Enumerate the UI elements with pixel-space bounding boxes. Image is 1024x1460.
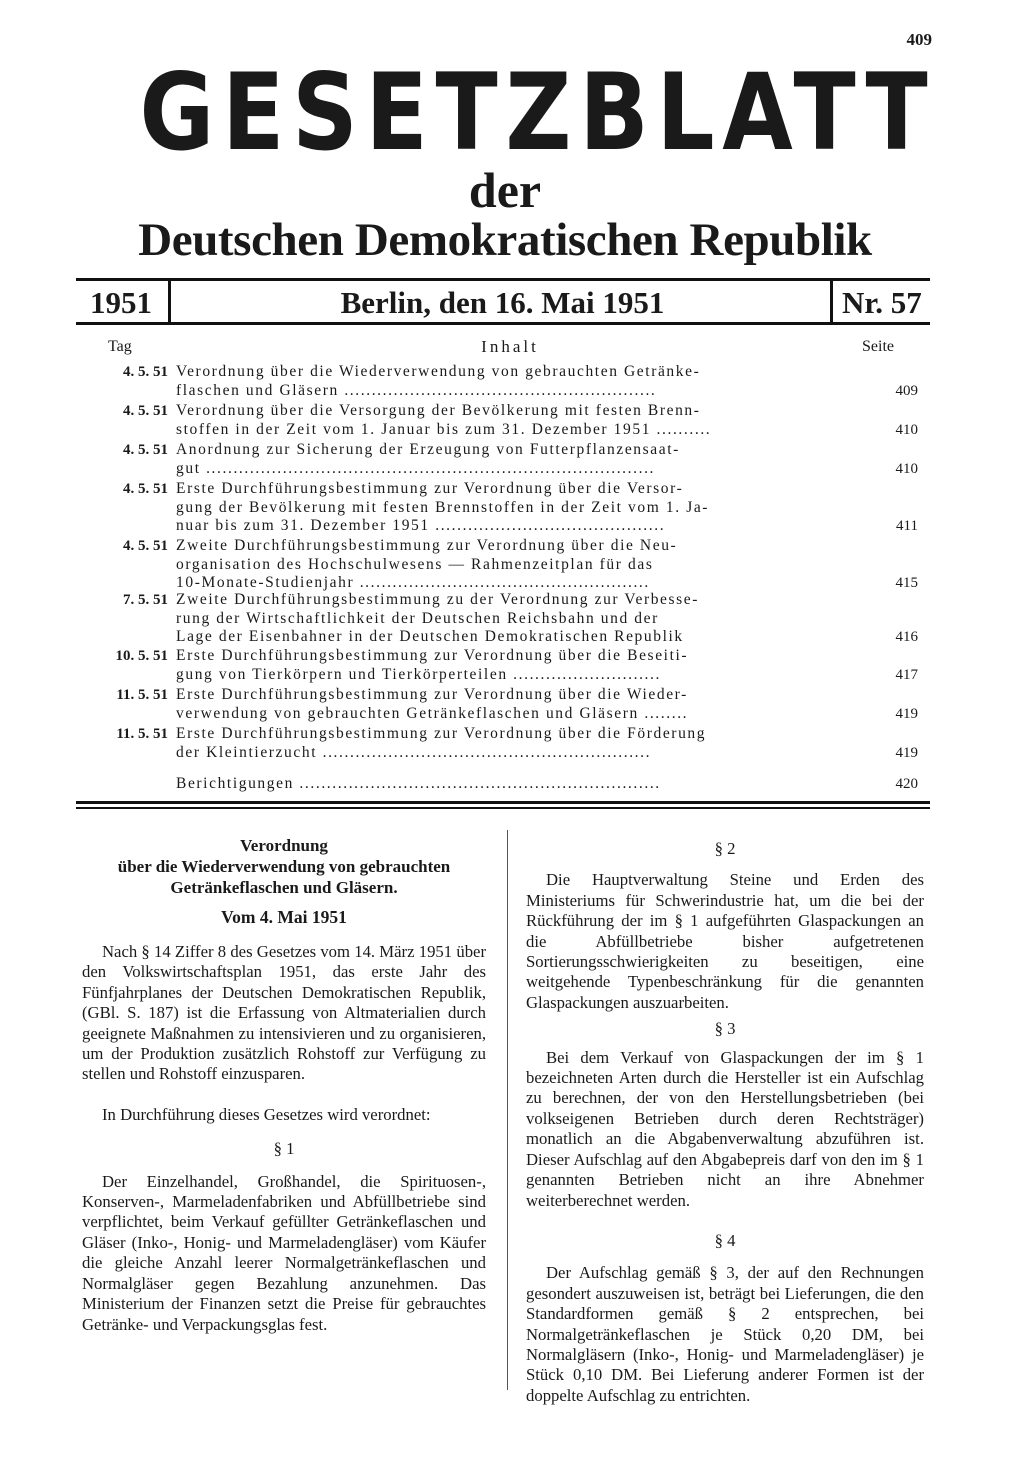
toc-entry-page: 415 bbox=[895, 575, 918, 591]
ordinance-date: Vom 4. Mai 1951 bbox=[221, 907, 347, 927]
section-4-heading: § 4 bbox=[714, 1230, 736, 1250]
toc-rule-top bbox=[76, 801, 930, 804]
toc-col-day: Tag bbox=[108, 338, 132, 355]
toc-entry-page: 417 bbox=[895, 667, 918, 683]
toc-entry-date: 4. 5. 51 bbox=[123, 442, 168, 458]
toc-entry-date: 4. 5. 51 bbox=[123, 538, 168, 554]
section-2-heading: § 2 bbox=[714, 839, 736, 858]
ordinance-title-line1: Verordnung bbox=[240, 836, 328, 855]
preamble-paragraph: Nach § 14 Ziffer 8 des Gesetzes vom 14. März 1951 über den Volkswirtschaftsplan 1951, das erste Jahr des Fünfjahrplanes der Deutschen Demokratischen Republik, (GBl. S. 187) ist die Erfassung von Altmaterialien durch geeignete Maßnahmen zu intensivieren und zu organisieren, um der Produktion zusätzlich Rohstoff zur Verfügung zu stellen und Rohstoff einzusparen. bbox=[82, 942, 486, 1084]
ordinance-title-line2: über die Wiederverwendung von gebrauchten bbox=[117, 857, 451, 876]
masthead-republic: Deutschen Demokratischen Republik bbox=[138, 214, 872, 266]
issue-year: 1951 bbox=[90, 285, 152, 320]
toc-entry-page: 420 bbox=[895, 776, 918, 792]
toc-entry-title: Verordnung über die Wiederverwendung von gebrauchten Getränke- flaschen und Gläsern ......................................................... bbox=[176, 363, 701, 399]
toc-entry-date: 11. 5. 51 bbox=[116, 687, 168, 703]
section-1-heading: § 1 bbox=[273, 1139, 295, 1159]
issue-number: Nr. 57 bbox=[842, 285, 922, 320]
section-1-text: Der Einzelhandel, Großhandel, die Spirituosen-, Konserven-, Marmeladenfabriken und Abfüllbetriebe sind verpflichtet, beim Verkauf gefüllter Getränkeflaschen und Gläser (Inko-, Honig- und Marmeladengläser) vom Käufer die gleiche Anzahl leerer Normalgetränkeflaschen und Normalgläser gegen Bezahlung anzunehmen. Das Ministerium der Finanzen setzt die Preise für gebrauchtes Getränke- und Verpackungsglas fest. bbox=[82, 1171, 486, 1334]
toc-entry-title: Erste Durchführungsbestimmung zur Verordnung über die Wieder- verwendung von gebrauchten Getränkeflaschen und Gläsern ........ bbox=[176, 686, 689, 722]
toc-heading: Inhalt bbox=[481, 337, 539, 356]
toc-entry-date: 10. 5. 51 bbox=[115, 648, 168, 664]
right-column bbox=[526, 835, 924, 1406]
header-rule-top bbox=[76, 278, 930, 281]
toc-entry-date: 4. 5. 51 bbox=[123, 403, 168, 419]
toc-entry-page: 410 bbox=[895, 422, 918, 438]
toc-entry-title: Berichtigungen .................................................................. bbox=[176, 775, 661, 792]
page-number: 409 bbox=[906, 30, 932, 49]
toc-entry-page: 419 bbox=[895, 706, 918, 722]
left-column bbox=[82, 835, 486, 1335]
toc-rule-bottom bbox=[76, 807, 930, 809]
decree-line: In Durchführung dieses Gesetzes wird verordnet: bbox=[102, 1104, 431, 1124]
toc-col-page: Seite bbox=[862, 338, 894, 355]
toc-entry-page: 416 bbox=[895, 629, 918, 645]
header-rule-bottom bbox=[76, 322, 930, 325]
header-divider-left bbox=[168, 281, 171, 322]
ordinance-title-line3: Getränkeflaschen und Gläsern. bbox=[170, 878, 398, 897]
toc-entry-page: 410 bbox=[895, 461, 918, 477]
section-4-text: Der Aufschlag gemäß § 3, der auf den Rechnungen gesondert auszuweisen ist, beträgt bei Lieferungen, die den Standardformen gemäß § 2 entsprechen, bei Normalgetränkeflaschen je Stück 0,20 DM, bei Normalgläsern (Inko-, Honig- und Marmeladengläser) je Stück 0,10 DM. Bei Lieferung anderer Formen ist der doppelte Aufschlag zu entrichten. bbox=[526, 1263, 924, 1405]
issue-place-date: Berlin, den 16. Mai 1951 bbox=[340, 285, 665, 320]
toc-entry-title: Erste Durchführungsbestimmung zur Verordnung über die Versor- gung der Bevölkerung mit festen Brennstoffen in der Zeit vom 1. Ja- nuar bis zum 31. Dezember 1951 .......................................... bbox=[176, 480, 710, 534]
section-3-heading: § 3 bbox=[714, 1019, 736, 1039]
column-divider bbox=[507, 830, 508, 1390]
toc-entry-title: Zweite Durchführungsbestimmung zur Verordnung über die Neu- organisation des Hochschulwesens — Rahmenzeitplan für das 10-Monate-Studienjahr ..................................................... bbox=[176, 537, 678, 591]
toc-entry-title: Anordnung zur Sicherung der Erzeugung von Futterpflanzensaat- gut .................................................................................. bbox=[176, 441, 680, 477]
toc-entry-date: 4. 5. 51 bbox=[123, 481, 168, 497]
toc-entry-page: 409 bbox=[895, 383, 918, 399]
masthead-der: der bbox=[468, 162, 542, 218]
toc-entry-page: 419 bbox=[895, 745, 918, 761]
toc-entry-page: 411 bbox=[896, 518, 918, 534]
header-divider-right bbox=[830, 281, 833, 322]
toc-entry-title: Zweite Durchführungsbestimmung zu der Verordnung zur Verbesse- rung der Wirtschaftlichkeit der Deutschen Reichsbahn und der Lage der Eisenbahner in der Deutschen Demokratischen Republik bbox=[176, 591, 700, 645]
toc-entry-date: 7. 5. 51 bbox=[123, 592, 168, 608]
section-2-text: Die Hauptverwaltung Steine und Erden des Ministeriums für Schwerindustrie hat, um die bei der Rückführung der im § 1 aufgeführten Glaspackungen an die Abfüllbetriebe bisher aufgetretenen Sortierungsschwierigkeiten zu beseitigen, eine weitgehende Typenbeschränkung für die genannten Glaspackungen auszuarbeiten. bbox=[526, 870, 924, 1012]
toc-entry-date: 11. 5. 51 bbox=[116, 726, 168, 742]
toc-entry-title: Erste Durchführungsbestimmung zur Verordnung über die Beseiti- gung von Tierkörpern und Tierkörperteilen ........................... bbox=[176, 647, 689, 683]
section-3-text: Bei dem Verkauf von Glaspackungen der im § 1 bezeichneten Arten durch die Hersteller ist ein Aufschlag zu berechnen, der von den Herstellungsbetrieben (bei volkseigenen Betrieben durch deren Rechtsträger) monatlich an die Abgabenverwaltung abzuführen ist. Dieser Aufschlag auf den Abgabepreis darf von den im § 1 genannten Betrieben nicht an ihre Abnehmer weiterberechnet werden. bbox=[526, 1047, 924, 1210]
toc-entry-title: Verordnung über die Versorgung der Bevölkerung mit festen Brenn- stoffen in der Zeit vom 1. Januar bis zum 31. Dezember 1951 .......... bbox=[176, 402, 712, 438]
toc-entry-title: Erste Durchführungsbestimmung zur Verordnung über die Förderung der Kleintierzucht ............................................................ bbox=[176, 725, 707, 761]
masthead-title: GESETZBLATT bbox=[139, 51, 936, 174]
toc-entry-date: 4. 5. 51 bbox=[123, 364, 168, 380]
